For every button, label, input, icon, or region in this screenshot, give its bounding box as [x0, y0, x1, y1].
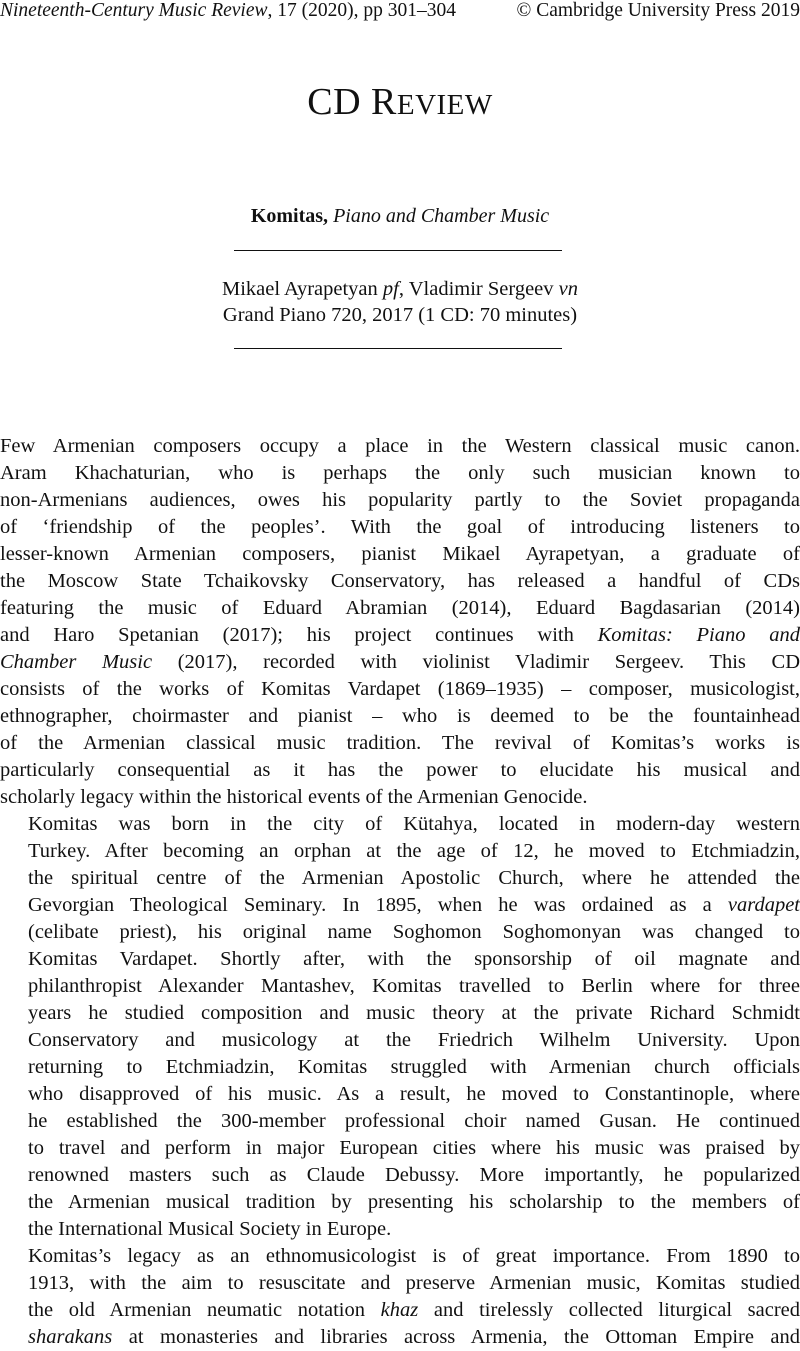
performers-line: [0, 276, 800, 302]
text-line: 1913, with the aim to resuscitate and preserve Armenian music, Komitas studied: [28, 1272, 800, 1294]
text-line: [0, 622, 800, 649]
text-fragment: and Haro Spetanian (2017); his project continues with: [0, 624, 574, 646]
text-line: of the Armenian classical music tradition. The revival of Komitas’s works is: [0, 732, 800, 754]
text-line: particularly consequential as it has the power to elucidate his musical and: [0, 759, 800, 781]
text-line: Turkey. After becoming an orphan at the age of 12, he moved to Etchmiadzin,: [28, 840, 800, 862]
album-title-italic: Chamber Music: [0, 651, 153, 673]
album-title-italic: Komitas: Piano and: [597, 624, 800, 646]
section-title-rest: EVIEW: [396, 89, 493, 121]
pianist-name: Mikael Ayrapetyan: [221, 278, 378, 300]
text-line: (celibate priest), his original name Soghomon Soghomonyan was changed to: [28, 921, 800, 943]
text-fragment: at monasteries and libraries across Armenia, the Ottoman Empire and: [112, 1326, 800, 1348]
pianist-role: pf: [382, 278, 399, 300]
review-title: [0, 205, 800, 228]
review-album-title: Piano and Chamber Music: [333, 205, 550, 227]
review-credits: [0, 276, 800, 328]
text-line: the International Musical Society in Europe.: [28, 1218, 392, 1240]
paragraph-3: [0, 1243, 800, 1351]
paragraph-2: [0, 811, 800, 1243]
text-line: [0, 649, 800, 676]
text-line: who disapproved of his music. As a result, he moved to Constantinople, where: [28, 1083, 800, 1105]
text-line: Aram Khachaturian, who is perhaps the only such musician known to: [0, 462, 800, 484]
term-italic: sharakans: [28, 1326, 113, 1348]
text-line: philanthropist Alexander Mantashev, Komitas travelled to Berlin where for three: [28, 975, 800, 997]
term-italic: khaz: [380, 1299, 419, 1321]
text-line: the Moscow State Tchaikovsky Conservatory, has released a handful of CDs: [0, 570, 800, 592]
text-line: renowned masters such as Claude Debussy. More importantly, he popularized: [28, 1164, 800, 1186]
text-line: [0, 1324, 800, 1351]
journal-citation: [0, 0, 456, 22]
text-line: [0, 1297, 800, 1324]
text-line: ethnographer, choirmaster and pianist – who is deemed to be the fountainhead: [0, 705, 800, 727]
text-line: Komitas was born in the city of Kütahya, located in modern-day western: [28, 813, 800, 835]
section-title: [0, 80, 800, 124]
text-line: returning to Etchmiadzin, Komitas struggled with Armenian church officials: [28, 1056, 800, 1078]
title-divider-bottom: [234, 348, 562, 349]
running-header: [0, 0, 800, 28]
text-line: consists of the works of Komitas Vardapet (1869–1935) – composer, musicologist,: [0, 678, 800, 700]
label-line: Grand Piano 720, 2017 (1 CD: 70 minutes): [222, 304, 578, 326]
text-fragment: and tirelessly collected liturgical sacred: [418, 1299, 800, 1321]
text-line: lesser-known Armenian composers, pianist Mikael Ayrapetyan, a graduate of: [0, 543, 800, 565]
term-italic: vardapet: [727, 894, 800, 916]
text-line: Few Armenian composers occupy a place in the Western classical music canon.: [0, 435, 800, 457]
text-line: of ‘friendship of the peoples’. With the goal of introducing listeners to: [0, 516, 800, 538]
text-line: featuring the music of Eduard Abramian (2014), Eduard Bagdasarian (2014): [0, 597, 800, 619]
journal-name: Nineteenth-Century Music Review: [0, 0, 268, 21]
text-line: scholarly legacy within the historical events of the Armenian Genocide.: [0, 786, 588, 808]
text-fragment: (2017), recorded with violinist Vladimir Sergeev. This CD: [152, 651, 800, 673]
text-line: to travel and perform in major European cities where his music was praised by: [28, 1137, 800, 1159]
text-line: years he studied composition and music theory at the private Richard Schmidt: [28, 1002, 800, 1024]
text-line: [0, 892, 800, 919]
title-divider-top: [234, 250, 562, 251]
review-body: [0, 433, 800, 1351]
review-composer: Komitas,: [250, 205, 329, 227]
violinist-name: , Vladimir Sergeev: [398, 278, 554, 300]
violinist-role: vn: [558, 278, 579, 300]
section-title-initial: CD R: [307, 81, 397, 123]
text-line: the spiritual centre of the Armenian Apostolic Church, where he attended the: [28, 867, 800, 889]
text-line: Conservatory and musicology at the Friedrich Wilhelm University. Upon: [28, 1029, 800, 1051]
paragraph-1: [0, 433, 800, 811]
copyright-notice: © Cambridge University Press 2019: [516, 0, 800, 21]
text-line: Komitas Vardapet. Shortly after, with the sponsorship of oil magnate and: [28, 948, 800, 970]
text-line: he established the 300-member professional choir named Gusan. He continued: [28, 1110, 800, 1132]
journal-volume-pages: , 17 (2020), pp 301–304: [267, 0, 456, 21]
text-fragment: the old Armenian neumatic notation: [28, 1299, 365, 1321]
text-line: non-Armenians audiences, owes his popularity partly to the Soviet propaganda: [0, 489, 800, 511]
text-line: the Armenian musical tradition by presenting his scholarship to the members of: [28, 1191, 800, 1213]
text-fragment: Gevorgian Theological Seminary. In 1895, when he was ordained as a: [28, 894, 712, 916]
text-line: Komitas’s legacy as an ethnomusicologist is of great importance. From 1890 to: [28, 1245, 800, 1267]
